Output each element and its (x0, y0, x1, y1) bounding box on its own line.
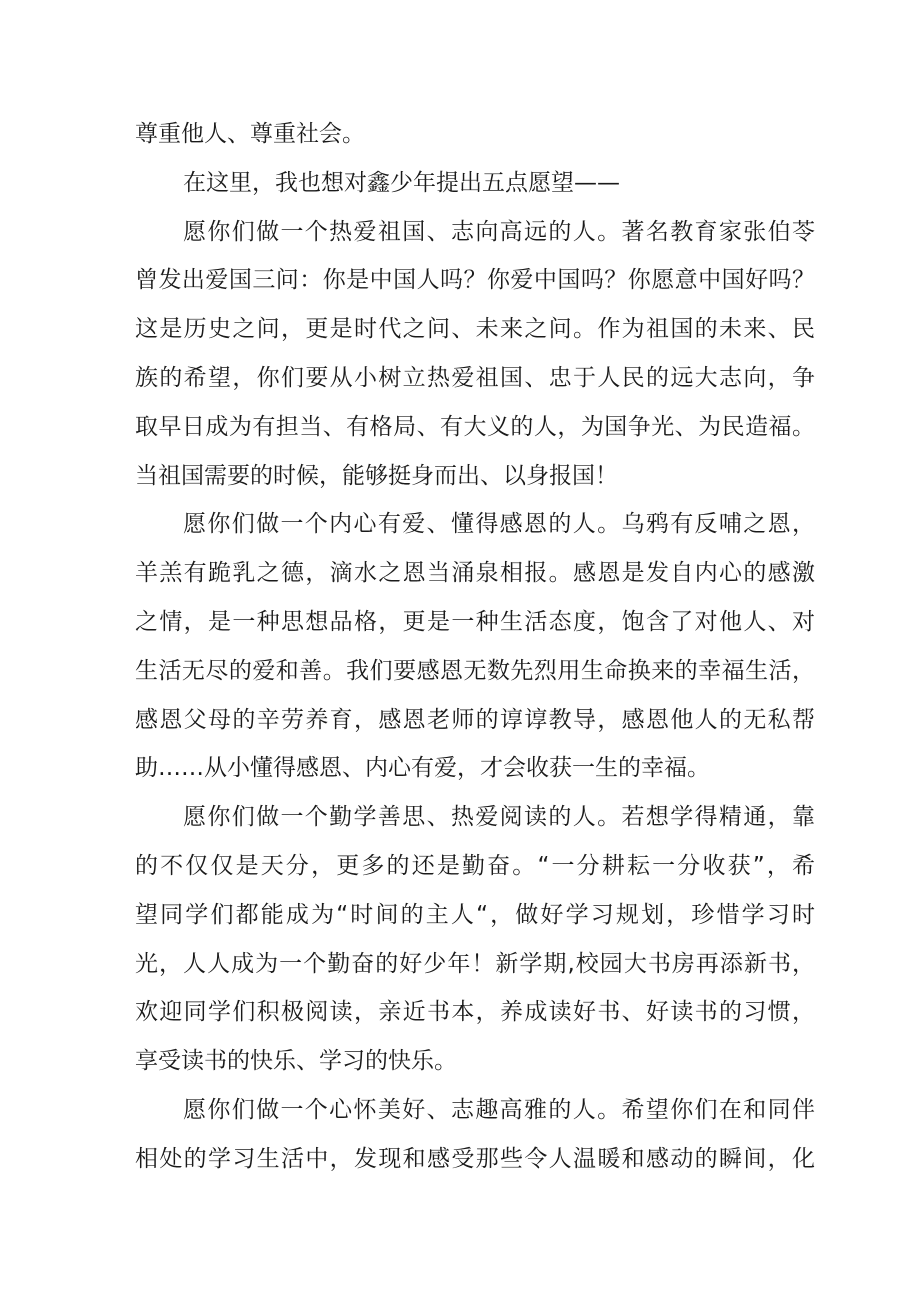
text-line: 之情，是一种思想品格，更是一种生活态度，饱含了对他人、对 (135, 608, 815, 635)
text-line: 助……从小懂得感恩、内心有爱，才会收获一生的幸福。 (135, 755, 710, 782)
text-line: 光，人人成为一个勤奋的好少年！新学期,校园大书房再添新书， (135, 950, 815, 977)
text-line: 愿你们做一个热爱祖国、志向高远的人。著名教育家张伯苓 (183, 218, 815, 245)
text-line: 相处的学习生活中，发现和感受那些令人温暖和感动的瞬间，化 (135, 1145, 815, 1172)
text-line: 望同学们都能成为“时间的主人“，做好学习规划，珍惜学习时 (135, 901, 815, 928)
text-line: 愿你们做一个心怀美好、志趣高雅的人。希望你们在和同伴 (183, 1096, 815, 1123)
text-line: 尊重他人、尊重社会。 (135, 121, 365, 147)
text-line: 愿你们做一个内心有爱、懂得感恩的人。乌鸦有反哺之恩， (183, 511, 815, 538)
text-line: 享受读书的快乐、学习的快乐。 (135, 1048, 457, 1075)
text-line: 羊羔有跪乳之德，滴水之恩当涌泉相报。感恩是发自内心的感激 (135, 560, 815, 587)
text-line: 欢迎同学们积极阅读，亲近书本，养成读好书、好读书的习惯， (135, 999, 815, 1026)
text-line: 的不仅仅是天分，更多的还是勤奋。“一分耕耘一分收获”，希 (135, 852, 815, 879)
text-line: 当祖国需要的时候，能够挺身而出、以身报国！ (135, 462, 618, 489)
text-line: 感恩父母的辛劳养育，感恩老师的谆谆教导，感恩他人的无私帮 (135, 706, 815, 733)
text-line: 曾发出爱国三问：你是中国人吗？你爱中国吗？你愿意中国好吗？ (135, 267, 815, 294)
text-line: 生活无尽的爱和善。我们要感恩无数先烈用生命换来的幸福生活， (135, 657, 815, 684)
text-line: 在这里，我也想对鑫少年提出五点愿望—— (183, 169, 620, 196)
text-line: 愿你们做一个勤学善思、热爱阅读的人。若想学得精通，靠 (183, 804, 815, 831)
text-line: 族的希望，你们要从小树立热爱祖国、忠于人民的远大志向，争 (135, 364, 815, 391)
document-body (135, 110, 815, 1184)
text-line: 取早日成为有担当、有格局、有大义的人，为国争光、为民造福。 (135, 413, 815, 440)
text-line: 这是历史之问，更是时代之问、未来之问。作为祖国的未来、民 (135, 316, 815, 343)
